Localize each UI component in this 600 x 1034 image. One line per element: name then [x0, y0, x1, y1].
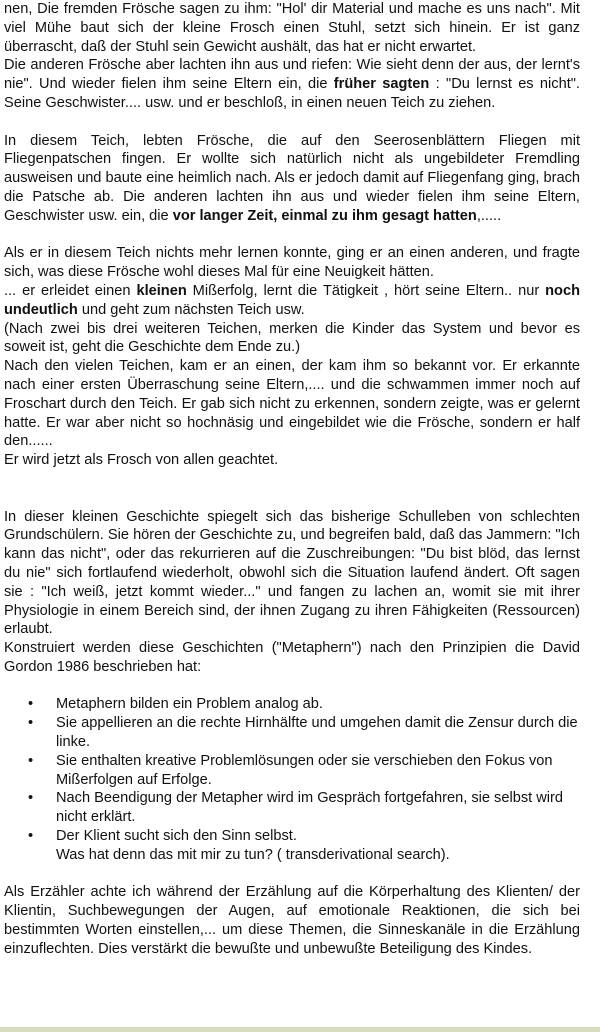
paragraph-4: Als er in diesem Teich nichts mehr lernen konnte, ging er an einen anderen, und fragte sich, was diese Frösche wohl dieses Mal für eine Neuigkeit hätten. — [4, 245, 580, 281]
text-run: ... er erleidet einen — [4, 282, 137, 299]
list-item-text: Der Klient sucht sich den Sinn selbst. — [56, 828, 297, 845]
bold-run: früher sagten — [333, 76, 430, 93]
bold-run: kleinen — [136, 282, 187, 299]
list-item-text: Nach Beendigung der Metapher wird im Gespräch fortgefahren, sie selbst wird nicht erklärt. — [56, 790, 563, 826]
text-run: : "Du lernst es nicht". Seine Geschwister.... usw. und er beschloß, in einen neuen Teich zu ziehen. — [4, 76, 580, 111]
list-item-text: Sie enthalten kreative Problemlösungen oder sie verschieben den Fokus von Mißerfolgen auf Erfolge. — [56, 752, 553, 788]
bullet-icon: • — [28, 752, 34, 769]
paragraph-5 — [4, 282, 580, 320]
paragraph-11: Als Erzähler achte ich während der Erzählung auf die Körperhaltung des Klienten/ der Klientin, Suchbewegungen der Augen, auf emotionale Reaktionen, die sich bei bestimmten Worten einstellen,... um diese Themen, die Sinneskanäle in die Erzählung einzuflechten. Dies verstärkt die bewußte und unbewußte Beteiligung des Kindes. — [4, 884, 580, 957]
list-item-followup: Was hat denn das mit mir zu tun? ( transderivational search). — [56, 846, 450, 863]
bold-run: noch undeutlich — [4, 282, 580, 318]
bullet-icon: • — [28, 790, 34, 807]
bullet-icon: • — [28, 696, 34, 713]
paragraph-9: In dieser kleinen Geschichte spiegelt sich das bisherige Schulleben von schlechten Grundschülern. Sie hören der Geschichte zu, und begreifen bald, daß das Jammern: "Ich kann das nicht", oder das rekurrieren auf die Zuschreibungen: "Du bist blöd, das lernst du nie" sich fortlaufend wiederholt, obwohl sich die Situation laufend ändert. Oft sagen sie : "Ich weiß, jetzt kommt wieder..." und fangen zu lachen an, womit sie mit ihrer Physiologie in einem Bereich sind, der ihnen Zugang zu ihren Fähigkeiten (Ressourcen) erlaubt. — [4, 508, 580, 638]
list-item — [4, 714, 580, 752]
text-run: und geht zum nächsten Teich usw. — [77, 301, 305, 318]
bullet-list — [4, 695, 580, 864]
text-run: In diesem Teich, lebten Frösche, die auf den Seerosenblättern Fliegen mit Fliegenpatschen fingen. Er wollte sich natürlich nicht als ungebildeter Fremdling ausweisen und baute eine heimlich nach. Als er jedoch damit auf Fliegenfang ging, brach die Patsche ab. Die anderen lachten ihn aus und wieder fielen ihm seine Eltern, Geschwister usw. ein, die — [4, 132, 580, 224]
list-item-text: Metaphern bilden ein Problem analog ab. — [56, 696, 323, 713]
paragraph-7: Nach den vielen Teichen, kam er an einen, der kam ihm so bekannt vor. Er erkannte nach einer ersten Überraschung seine Eltern,.... und die schwammen immer noch auf Froschart durch den Teich. Er gab sich nicht zu erkennen, sondern zeigte, was er gelernt hatte. Er war aber nicht so hochnäsig und eingebildet wie die Frösche, sondern er half den...... — [4, 358, 580, 450]
paragraph-6: (Nach zwei bis drei weiteren Teichen, merken die Kinder das System und bevor es soweit ist, geht die Geschichte dem Ende zu.) — [4, 320, 580, 356]
list-item-text: Sie appellieren an die rechte Hirnhälfte und umgehen damit die Zensur durch die linke. — [56, 715, 578, 751]
list-item — [4, 752, 580, 790]
list-item — [4, 695, 580, 714]
paragraph-2 — [4, 56, 580, 112]
bullet-icon: • — [28, 715, 34, 732]
text-run: Mißerfolg, lernt die Tätigkeit , hört seine Eltern.. nur — [186, 282, 546, 299]
list-item — [4, 789, 580, 827]
document-page — [4, 0, 580, 959]
list-item — [4, 827, 580, 865]
paragraph-8: Er wird jetzt als Frosch von allen geachtet. — [4, 452, 279, 469]
paragraph-1: nen, Die fremden Frösche sagen zu ihm: "Hol' dir Material und mache es uns nach". Mit viel Mühe baut sich der kleine Frosch einen Stuhl, setzt sich hinein. Er ist ganz überrascht, daß der Stuhl sein Gewicht aushält, das hat er nicht erwartet. — [4, 1, 580, 55]
text-run: ,..... — [476, 207, 502, 224]
bold-run: vor langer Zeit, einmal zu ihm gesagt hatten — [172, 207, 477, 224]
paragraph-10: Konstruiert werden diese Geschichten ("Metaphern") nach den Prinzipien die David Gordon 1986 beschrieben hat: — [4, 640, 580, 675]
text-run: Die anderen Frösche aber lachten ihn aus und riefen: Wie sieht denn der aus, der lernt's nie". Und wieder fielen ihm seine Eltern ein, die — [4, 57, 580, 93]
footer-rule — [0, 1027, 600, 1032]
paragraph-3 — [4, 132, 580, 226]
bullet-icon: • — [28, 828, 34, 845]
